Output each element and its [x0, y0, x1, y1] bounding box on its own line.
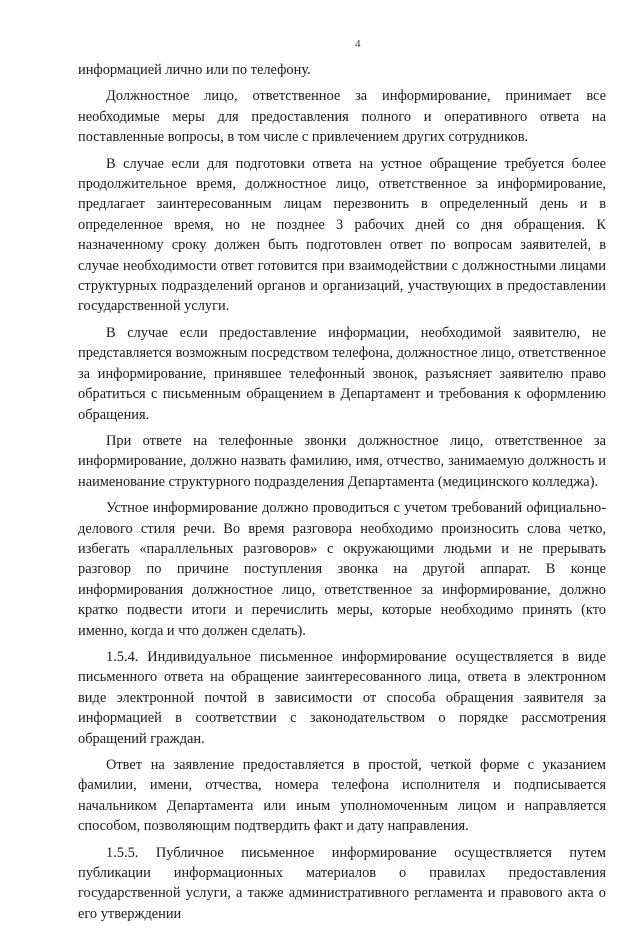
paragraph: 1.5.4. Индивидуальное письменное информирование осуществляется в виде письменного ответа на обращение заинтересованного лица, ответа в электронном виде электронной почтой в зависимости от способа обращения заявителя за информацией в соответствии с законодательством о порядке рассмотрения обращений граждан.	[78, 648, 606, 747]
paragraph: 1.5.5. Публичное письменное информирование осуществляется путем публикации информационных материалов о правилах предоставления государственной услуги, а также административного регламента и правового акта о его утверждении	[78, 844, 606, 922]
page-number: 4	[355, 38, 361, 50]
paragraph: Должностное лицо, ответственное за информирование, принимает все необходимые меры для предоставления полного и оперативного ответа на поставленные вопросы, в том числе с привлечением других сотрудников.	[78, 88, 606, 146]
paragraph: При ответе на телефонные звонки должностное лицо, ответственное за информирование, должно назвать фамилию, имя, отчество, занимаемую должность и наименование структурного подразделения Департамента (медицинского колледжа).	[78, 432, 606, 490]
paragraph: В случае если для подготовки ответа на устное обращение требуется более продолжительное время, должностное лицо, ответственное за информирование, предлагает заинтересованным лицам перезвонить в определенный день и в определенное время, но не позднее 3 рабочих дней со дня обращения. К назначенному сроку должен быть подготовлен ответ по вопросам заявителей, в случае необходимости ответ готовится при взаимодействии с должностными лицами структурных подразделений органов и организаций, участвующих в предоставлении государственной услуги.	[78, 155, 606, 315]
paragraph: информацией лично или по телефону.	[78, 62, 311, 78]
paragraph: В случае если предоставление информации, необходимой заявителю, не представляется возможным посредством телефона, должностное лицо, ответственное за информирование, принявшее телефонный звонок, разъясняет заявителю право обратиться с письменным обращением в Департамент и требования к оформлению обращения.	[78, 324, 606, 423]
paragraph: Ответ на заявление предоставляется в простой, четкой форме с указанием фамилии, имени, отчества, номера телефона исполнителя и подписывается начальником Департамента или иным уполномоченным лицом и направляется способом, позволяющим подтвердить факт и дату направления.	[78, 757, 606, 835]
paragraph: Устное информирование должно проводиться с учетом требований официально-делового стиля речи. Во время разговора необходимо произносить слова четко, избегать «параллельных разговоров» с окружающими людьми и не прерывать разговор по причине поступления звонка на другой аппарат. В конце информирования должностное лицо, ответственное за информирование, должно кратко подвести итоги и перечислить меры, которые необходимо принять (кто именно, когда и что должен сделать).	[78, 500, 606, 639]
document-body	[78, 60, 606, 930]
